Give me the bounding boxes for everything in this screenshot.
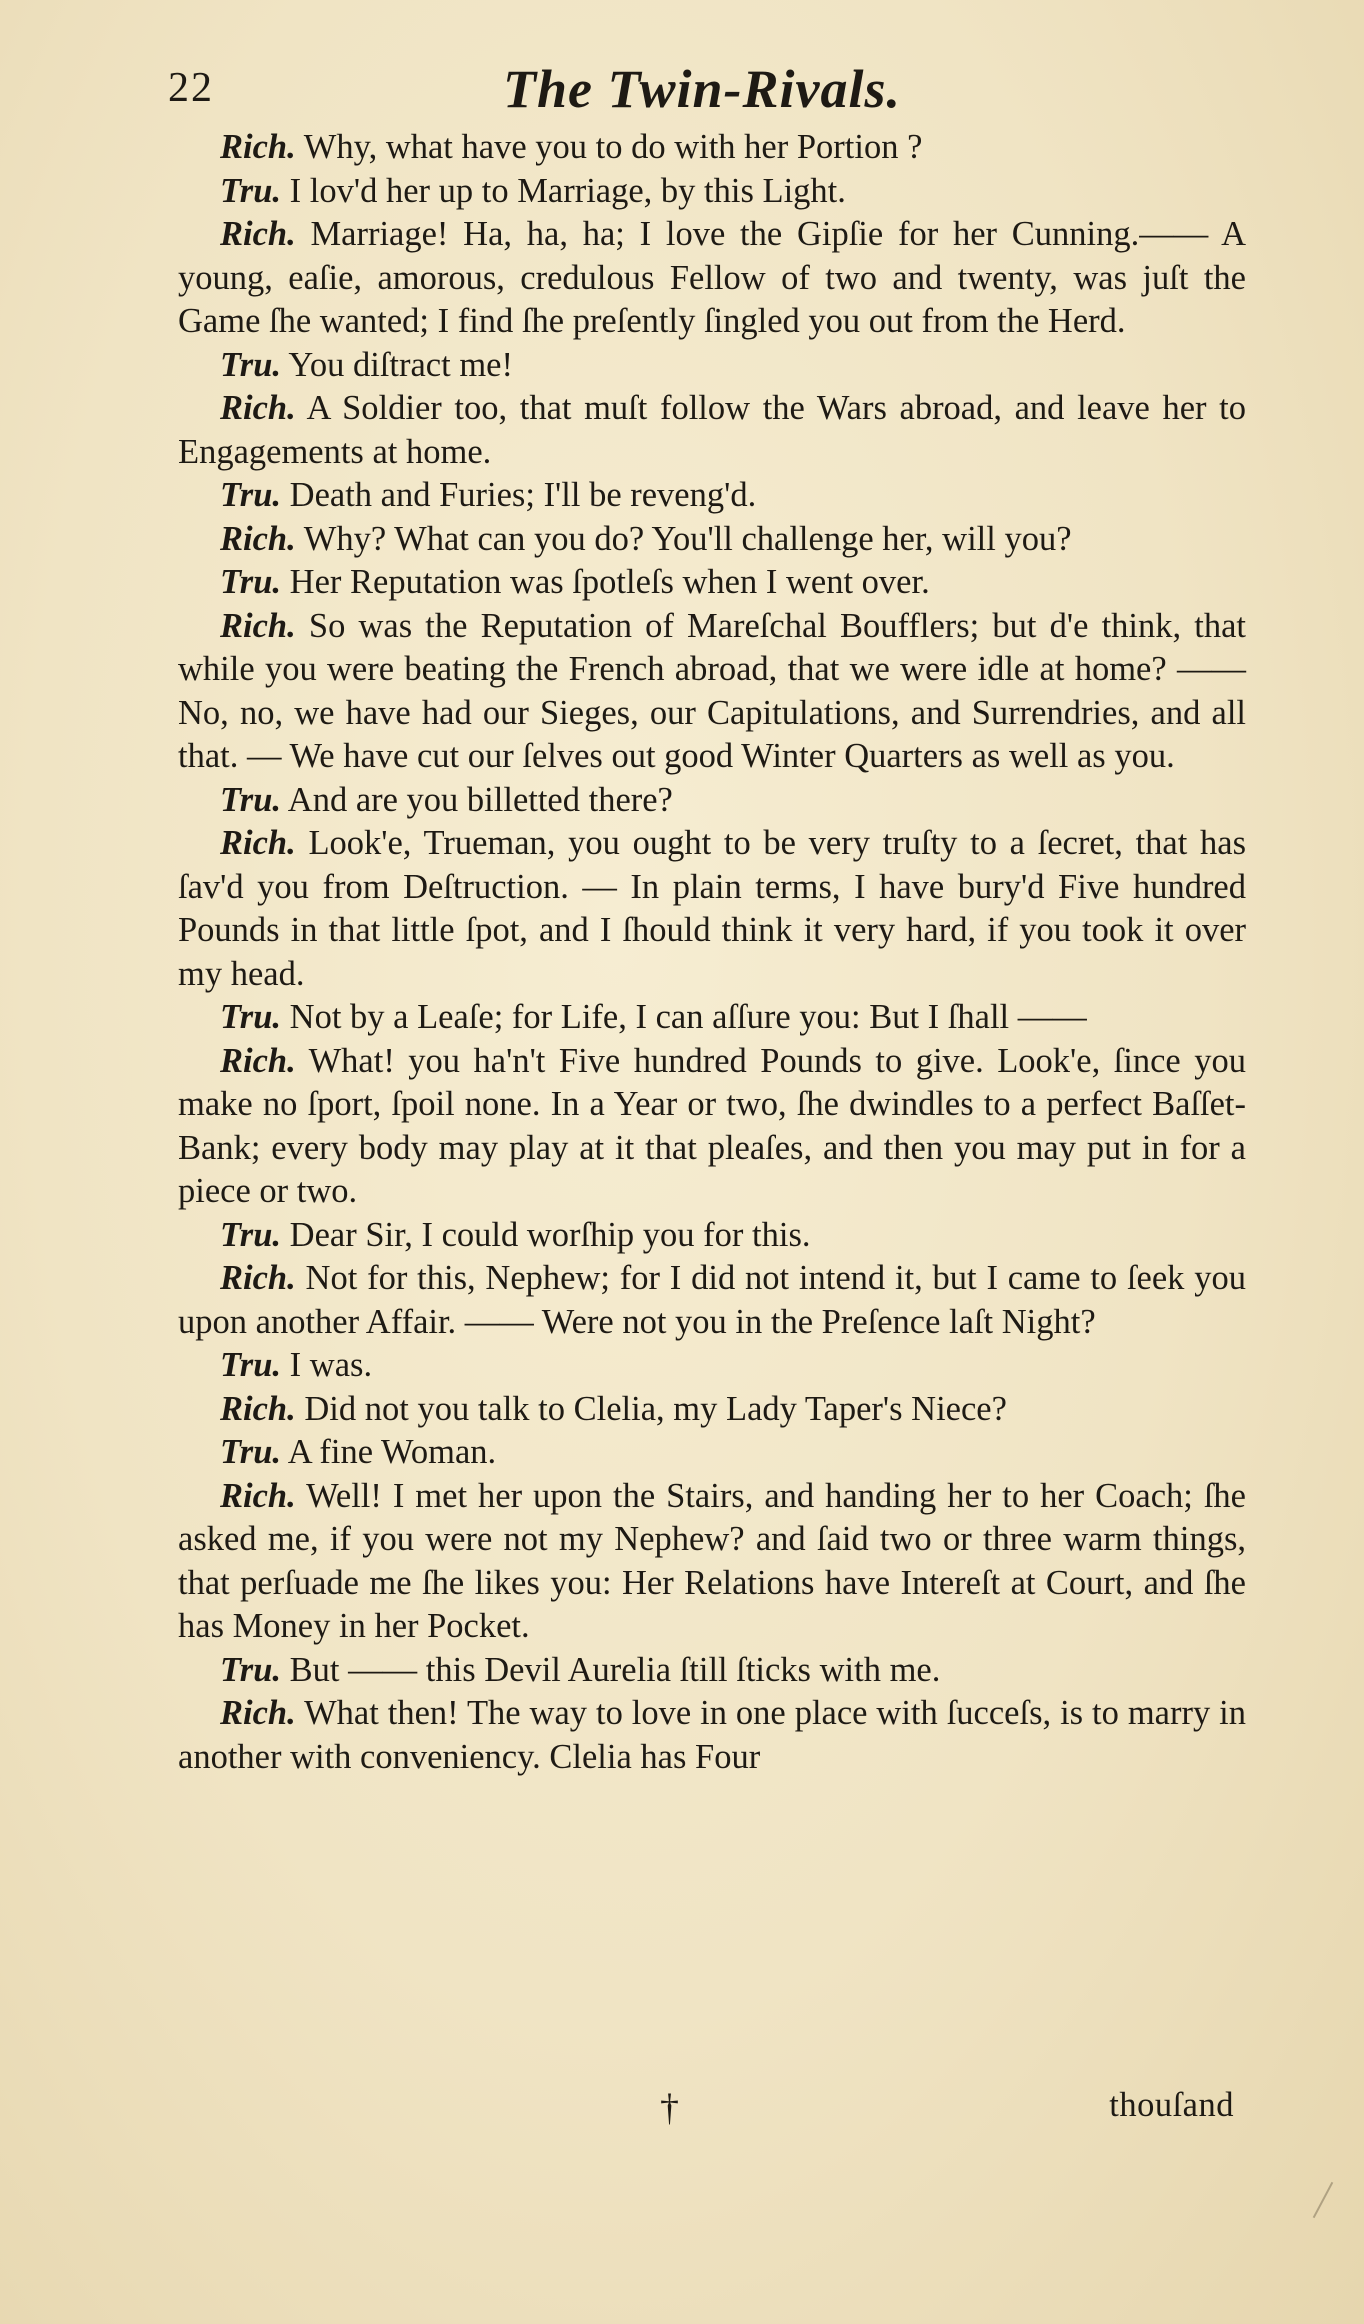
- speaker-name: Rich.: [220, 1389, 296, 1428]
- dialogue-line: [178, 1257, 1246, 1344]
- page-footer: [178, 2086, 1246, 2136]
- dialogue-line: [178, 1344, 1246, 1388]
- speech-text: Not by a Leaſe; for Life, I can aſſure you: But I ſhall ——: [289, 998, 1087, 1036]
- speech-text: What then! The way to love in one place with ſucceſs, is to marry in another with conveniency. Clelia has Four: [178, 1694, 1246, 1776]
- speech-text: Dear Sir, I could worſhip you for this.: [289, 1215, 811, 1254]
- speaker-name: Rich.: [220, 824, 296, 862]
- speech-text: Look'e, Trueman, you ought to be very truſty to a ſecret, that has ſav'd you from Deſtruction. — In plain terms, I have bury'd Five hundred Pounds in that little ſpot, and I ſhould think it very hard, if you took it over my head.: [178, 824, 1246, 993]
- speaker-name: Tru.: [220, 780, 282, 819]
- speech-text: A Soldier too, that muſt follow the Wars abroad, and leave her to Engagements at home.: [178, 389, 1246, 471]
- speech-text: Marriage! Ha, ha, ha; I love the Gipſie for her Cunning.—— A young, eaſie, amorous, credulous Fellow of two and twenty, was juſt the Game ſhe wanted; I find ſhe preſently ſingled you out from the Herd.: [178, 215, 1246, 340]
- speaker-name: Tru.: [220, 998, 282, 1036]
- speaker-name: Tru.: [220, 171, 282, 210]
- speech-text: So was the Reputation of Mareſchal Boufflers; but d'e think, that while you were beating the French abroad, that we were idle at home? —— No, no, we have had our Sieges, our Capitulations, and Surrendries, and all that. — We have cut our ſelves out good Winter Quarters as well as you.: [178, 606, 1246, 775]
- speech-text: Death and Furies; I'll be reveng'd.: [289, 476, 757, 514]
- dialogue-line: [178, 1214, 1246, 1258]
- speaker-name: Tru.: [220, 1215, 282, 1254]
- dialogue-line: [178, 1040, 1246, 1214]
- speech-text: Well! I met her upon the Stairs, and handing her to her Coach; ſhe asked me, if you were not my Nephew? and ſaid two or three warm things, that perſuade me ſhe likes you: Her Relations have Intereſt at Court, and ſhe has Money in her Pocket.: [178, 1476, 1246, 1645]
- speaker-name: Rich.: [220, 1259, 296, 1297]
- speaker-name: Rich.: [220, 1041, 296, 1080]
- speaker-name: Tru.: [220, 563, 282, 601]
- speaker-name: Rich.: [220, 1476, 296, 1515]
- speaker-name: Tru.: [220, 1346, 282, 1384]
- dialogue-line: [178, 518, 1246, 562]
- dialogue-line: [178, 779, 1246, 823]
- dialogue-line: [178, 474, 1246, 518]
- dialogue-text: [178, 126, 1246, 1779]
- speaker-name: Rich.: [220, 1694, 296, 1732]
- dialogue-line: [178, 1431, 1246, 1475]
- speech-text: Her Reputation was ſpotleſs when I went over.: [289, 563, 930, 601]
- speech-text: A fine Woman.: [287, 1433, 497, 1471]
- dialogue-line: [178, 213, 1246, 344]
- dialogue-line: [178, 1475, 1246, 1649]
- dialogue-line: [178, 387, 1246, 474]
- speaker-name: Tru.: [220, 1433, 282, 1471]
- dialogue-line: [178, 170, 1246, 214]
- page-number: 22: [168, 65, 214, 111]
- speaker-name: Rich.: [220, 519, 296, 558]
- speech-text: But —— this Devil Aurelia ſtill ſticks with me.: [289, 1650, 941, 1689]
- speaker-name: Rich.: [220, 128, 296, 166]
- speech-text: You diſtract me!: [288, 345, 513, 384]
- dialogue-line: [178, 1692, 1246, 1779]
- catchword: thouſand: [1109, 2086, 1234, 2124]
- speech-text: Why? What can you do? You'll challenge her, will you?: [303, 519, 1072, 558]
- speaker-name: Tru.: [220, 476, 282, 514]
- speaker-name: Rich.: [220, 389, 296, 427]
- speaker-name: Tru.: [220, 1650, 282, 1689]
- running-head: The Twin-Rivals.: [503, 59, 902, 119]
- speech-text: And are you billetted there?: [287, 780, 673, 819]
- dialogue-line: [178, 996, 1246, 1040]
- dialogue-line: [178, 344, 1246, 388]
- ink-mark: [1313, 2182, 1334, 2218]
- signature-mark: †: [660, 2087, 679, 2129]
- dialogue-line: [178, 822, 1246, 996]
- speaker-name: Rich.: [220, 606, 296, 645]
- dialogue-line: [178, 605, 1246, 779]
- speech-text: Why, what have you to do with her Portion ?: [303, 128, 923, 166]
- page-header: [168, 58, 1248, 118]
- dialogue-line: [178, 126, 1246, 170]
- dialogue-line: [178, 1649, 1246, 1693]
- dialogue-line: [178, 561, 1246, 605]
- speech-text: Did not you talk to Clelia, my Lady Taper's Niece?: [304, 1389, 1007, 1428]
- speech-text: Not for this, Nephew; for I did not intend it, but I came to ſeek you upon another Affair. —— Were not you in the Preſence laſt Night?: [178, 1259, 1246, 1341]
- speech-text: I was.: [289, 1346, 373, 1384]
- speech-text: What! you ha'n't Five hundred Pounds to give. Look'e, ſince you make no ſport, ſpoil none. In a Year or two, ſhe dwindles to a perfect Baſſet-Bank; every body may play at it that pleaſes, and then you may put in for a piece or two.: [178, 1041, 1246, 1210]
- dialogue-line: [178, 1388, 1246, 1432]
- speaker-name: Rich.: [220, 215, 296, 253]
- speech-text: I lov'd her up to Marriage, by this Light.: [289, 171, 846, 210]
- speaker-name: Tru.: [220, 345, 282, 384]
